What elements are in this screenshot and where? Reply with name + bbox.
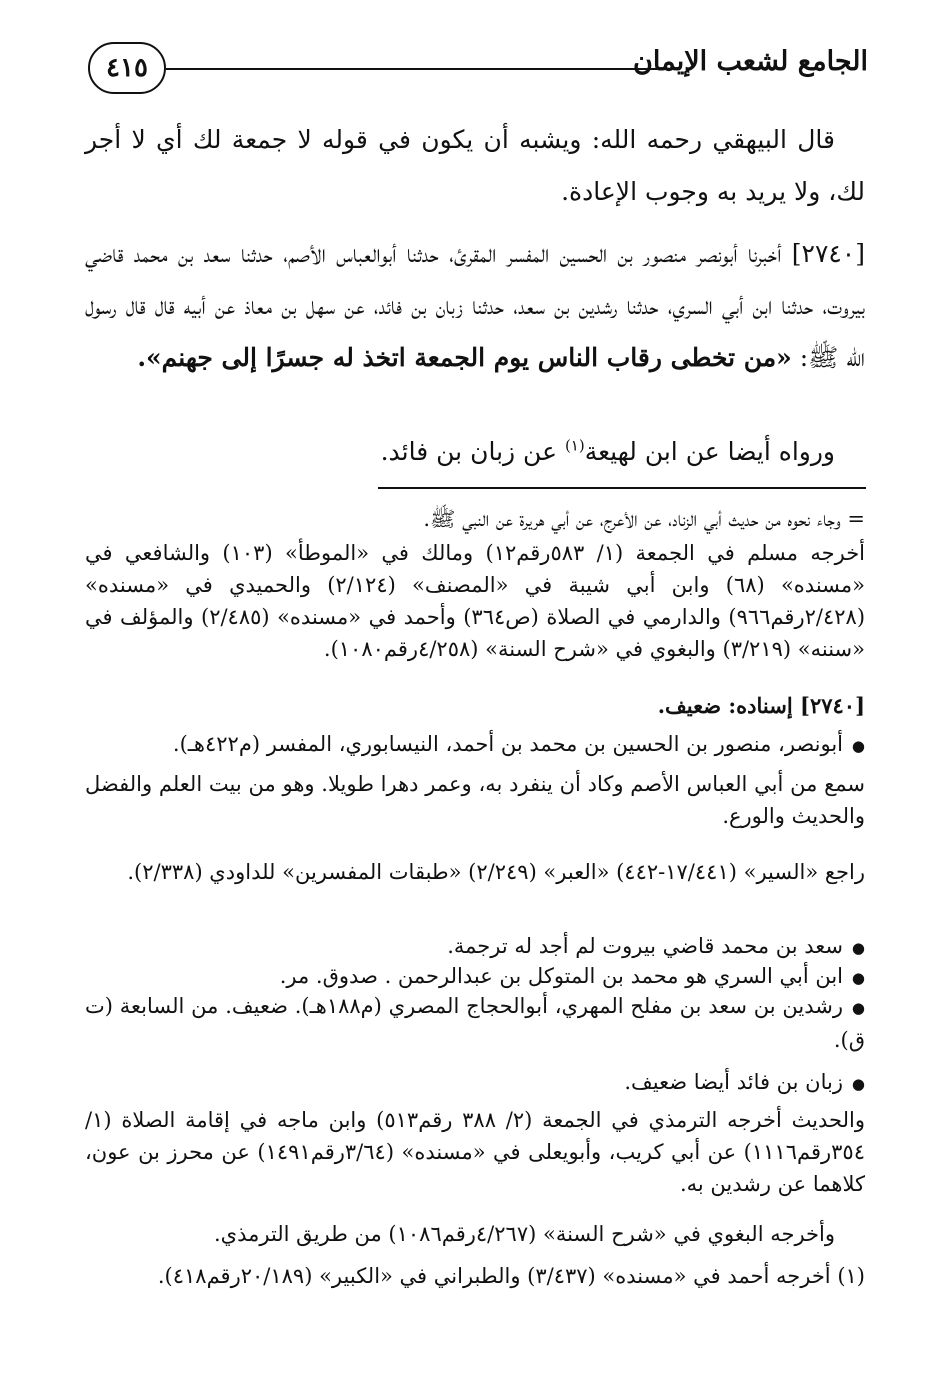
main-paragraph-3: ورواه أيضا عن ابن لهيعة$^{(١)}$ عن زبان بن فائد.: [380, 436, 835, 466]
narrator-3: ● ابن أبي السري هو محمد بن المتوكل بن عبدالرحمن . صدوق. مر.: [85, 960, 865, 994]
page-number: ٤١٥: [88, 42, 166, 94]
takhrij-3: وأخرجه البغوي في «شرح السنة» (٤/٢٦٧رقم١٠٨٦) من طريق الترمذي.: [213, 1222, 835, 1246]
running-title: الجامع لشعب الإيمان: [633, 46, 868, 77]
footnote-separator: [378, 487, 866, 489]
takhrij-2: والحديث أخرجه الترمذي في الجمعة (٢/ ٣٨٨ رقم٥١٣) وابن ماجه في إقامة الصلاة (١/ ٣٥٤رقم١١١٦) عن أبي كريب، وأبويعلى في «مسنده» (٣/٦٤رقم١٤٩١) عن محرز بن عون، كلاهما عن رشدين به.: [85, 1108, 865, 1196]
page-header: [88, 40, 868, 104]
isnad-heading: [٢٧٤٠] إسناده: ضعيف.: [657, 693, 865, 718]
hadith-text: «من تخطى رقاب الناس يوم الجمعة اتخذ له جسرًا إلى جهنم».: [137, 343, 792, 372]
main-paragraph-1: قال البيهقي رحمه الله: ويشبه أن يكون في قوله لا جمعة لك أي لا أجر لك، ولا يريد به وجوب الإعادة.: [85, 125, 865, 206]
narrator-1-detail: سمع من أبي العباس الأصم وكاد أن ينفرد به، وعمر دهرا طويلا. وهو من بيت العلم والفضل والحديث والورع.: [85, 772, 865, 828]
footnote-1: (١) أخرجه أحمد في «مسنده» (٣/٤٣٧) والطبراني في «الكبير» (٢٠/١٨٩رقم٤١٨).: [157, 1264, 865, 1288]
narrator-2: ● سعد بن محمد قاضي بيروت لم أجد له ترجمة.: [85, 930, 865, 964]
footnote-takhrij-1: أخرجه مسلم في الجمعة (١/ ٥٨٣رقم١٢) ومالك في «الموطأ» (١٠٣) والشافعي في «مسنده» (٦٨) وابن أبي شيبة في «المصنف» (٢/١٢٤) والحميدي في «مسنده» (٢/٤٢٨رقم٩٦٦) والدارمي في الصلاة (ص٣٦٤) وأحمد في «مسنده» (٢/٤٨٥) والمؤلف في «سننه» (٣/٢١٩) والبغوي في «شرح السنة» (٤/٢٥٨رقم١٠٨٠).: [85, 541, 866, 661]
narrator-5: ● زبان بن فائد أيضا ضعيف.: [85, 1066, 865, 1100]
footnote-marker: (١): [564, 436, 585, 455]
hadith-chain: [٢٧٤٠] أخبرنا أبونصر منصور بن الحسين المفسر المقرئ، حدثنا أبوالعباس الأصم، حدثنا سعد بن محمد قاضي بيروت، حدثنا ابن أبي السري، حدثنا رشدين بن سعد، حدثنا زبان بن فائد، عن سهل بن معاذ عن أبيه قال قال رسول الله ﷺ:: [85, 239, 865, 372]
header-rule: [166, 68, 670, 70]
narrator-1: ● أبونصر، منصور بن الحسين بن محمد بن أحمد، النيسابوري، المفسر (م٤٢٢هـ).: [85, 728, 865, 762]
narrator-4: ● رشدين بن سعد بن مفلح المهري، أبوالحجاج المصري (م١٨٨هـ). ضعيف. من السابعة (ت ق).: [85, 990, 865, 1056]
narrator-1-reference: راجع «السير» (١٧/٤٤١-٤٤٢) «العبر» (٢/٢٤٩) «طبقات المفسرين» للداودي (٢/٣٣٨).: [127, 860, 865, 884]
footnote-continuation: = وجاء نحوه من حديث أبي الزناد، عن الأعرج، عن أبي هريرة عن النبي ﷺ.: [423, 507, 865, 531]
main-paragraph-2: [85, 228, 865, 384]
